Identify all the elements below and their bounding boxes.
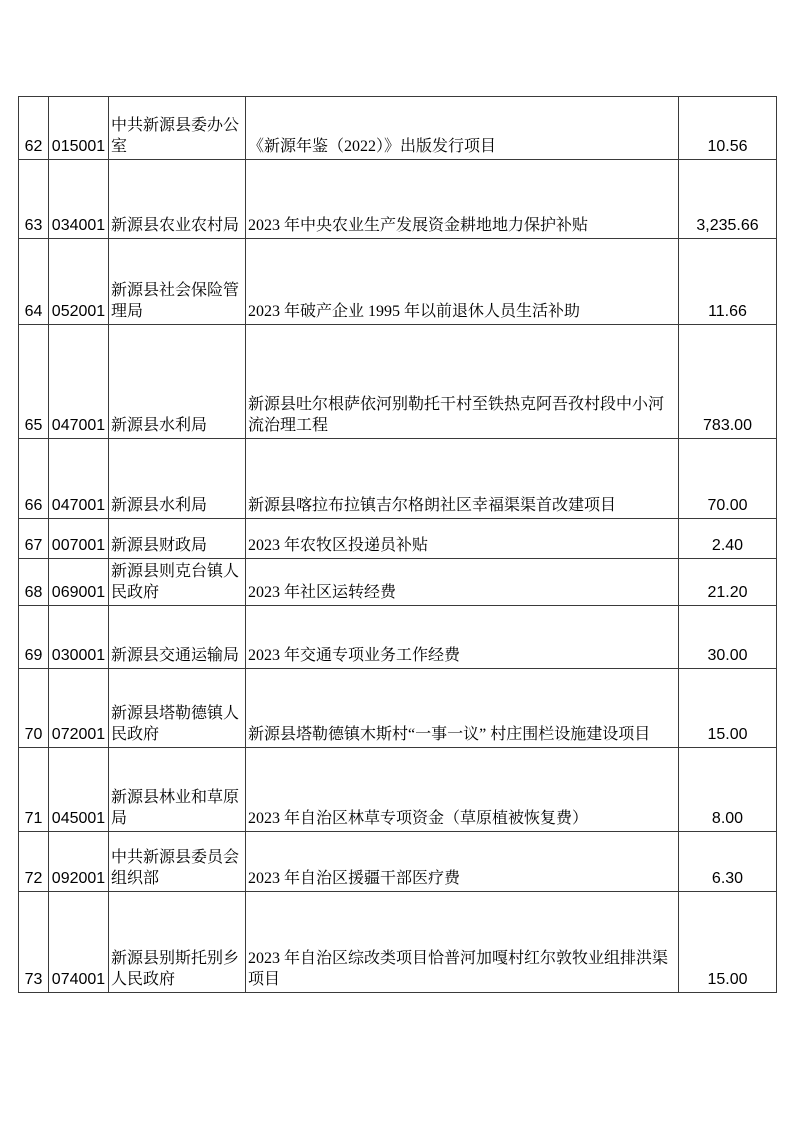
amount-cell: 10.56 — [679, 97, 777, 160]
unit-code-cell: 092001 — [49, 832, 109, 892]
table-row — [19, 160, 777, 239]
budget-project-table — [18, 96, 777, 993]
project-name-cell: 新源县喀拉布拉镇吉尔格朗社区幸福渠渠首改建项目 — [246, 439, 679, 519]
row-number-cell: 63 — [19, 160, 49, 239]
project-name-cell: 新源县塔勒德镇木斯村“一事一议” 村庄围栏设施建设项目 — [246, 669, 679, 748]
unit-code-cell: 030001 — [49, 606, 109, 669]
unit-code-cell: 072001 — [49, 669, 109, 748]
row-number-cell: 70 — [19, 669, 49, 748]
department-cell: 新源县农业农村局 — [109, 160, 246, 239]
amount-cell: 70.00 — [679, 439, 777, 519]
unit-code-cell: 047001 — [49, 325, 109, 439]
amount-cell: 11.66 — [679, 239, 777, 325]
department-cell: 新源县则克台镇人民政府 — [109, 559, 246, 606]
amount-cell: 783.00 — [679, 325, 777, 439]
project-name-cell: 2023 年中央农业生产发展资金耕地地力保护补贴 — [246, 160, 679, 239]
department-cell: 新源县交通运输局 — [109, 606, 246, 669]
row-number-cell: 66 — [19, 439, 49, 519]
department-cell: 新源县水利局 — [109, 439, 246, 519]
unit-code-cell: 047001 — [49, 439, 109, 519]
department-cell: 新源县社会保险管理局 — [109, 239, 246, 325]
project-name-cell: 2023 年自治区援疆干部医疗费 — [246, 832, 679, 892]
table-row — [19, 748, 777, 832]
amount-cell: 30.00 — [679, 606, 777, 669]
department-cell: 新源县水利局 — [109, 325, 246, 439]
table-row — [19, 832, 777, 892]
table-row — [19, 606, 777, 669]
project-name-cell: 2023 年自治区综改类项目恰普河加嘎村红尔敦牧业组排洪渠项目 — [246, 892, 679, 993]
table-row — [19, 892, 777, 993]
row-number-cell: 69 — [19, 606, 49, 669]
department-cell: 中共新源县委办公室 — [109, 97, 246, 160]
amount-cell: 2.40 — [679, 519, 777, 559]
amount-cell: 15.00 — [679, 892, 777, 993]
project-name-cell: 《新源年鉴（2022）》出版发行项目 — [246, 97, 679, 160]
table-row — [19, 325, 777, 439]
department-cell: 新源县塔勒德镇人民政府 — [109, 669, 246, 748]
project-name-cell: 2023 年破产企业 1995 年以前退休人员生活补助 — [246, 239, 679, 325]
row-number-cell: 64 — [19, 239, 49, 325]
row-number-cell: 68 — [19, 559, 49, 606]
department-cell: 新源县别斯托别乡人民政府 — [109, 892, 246, 993]
department-cell: 新源县林业和草原局 — [109, 748, 246, 832]
table-row — [19, 669, 777, 748]
department-cell: 中共新源县委员会组织部 — [109, 832, 246, 892]
row-number-cell: 62 — [19, 97, 49, 160]
row-number-cell: 65 — [19, 325, 49, 439]
amount-cell: 3,235.66 — [679, 160, 777, 239]
project-name-cell: 新源县吐尔根萨依河别勒托干村至铁热克阿吾孜村段中小河流治理工程 — [246, 325, 679, 439]
row-number-cell: 67 — [19, 519, 49, 559]
unit-code-cell: 015001 — [49, 97, 109, 160]
table-row — [19, 519, 777, 559]
unit-code-cell: 034001 — [49, 160, 109, 239]
amount-cell: 15.00 — [679, 669, 777, 748]
table-row — [19, 97, 777, 160]
project-name-cell: 2023 年社区运转经费 — [246, 559, 679, 606]
unit-code-cell: 045001 — [49, 748, 109, 832]
table-body — [19, 97, 777, 993]
row-number-cell: 73 — [19, 892, 49, 993]
table-row — [19, 239, 777, 325]
unit-code-cell: 007001 — [49, 519, 109, 559]
project-name-cell: 2023 年自治区林草专项资金（草原植被恢复费） — [246, 748, 679, 832]
row-number-cell: 71 — [19, 748, 49, 832]
project-name-cell: 2023 年交通专项业务工作经费 — [246, 606, 679, 669]
table-row — [19, 439, 777, 519]
amount-cell: 8.00 — [679, 748, 777, 832]
unit-code-cell: 069001 — [49, 559, 109, 606]
amount-cell: 21.20 — [679, 559, 777, 606]
department-cell: 新源县财政局 — [109, 519, 246, 559]
unit-code-cell: 074001 — [49, 892, 109, 993]
table-row — [19, 559, 777, 606]
project-name-cell: 2023 年农牧区投递员补贴 — [246, 519, 679, 559]
unit-code-cell: 052001 — [49, 239, 109, 325]
amount-cell: 6.30 — [679, 832, 777, 892]
row-number-cell: 72 — [19, 832, 49, 892]
